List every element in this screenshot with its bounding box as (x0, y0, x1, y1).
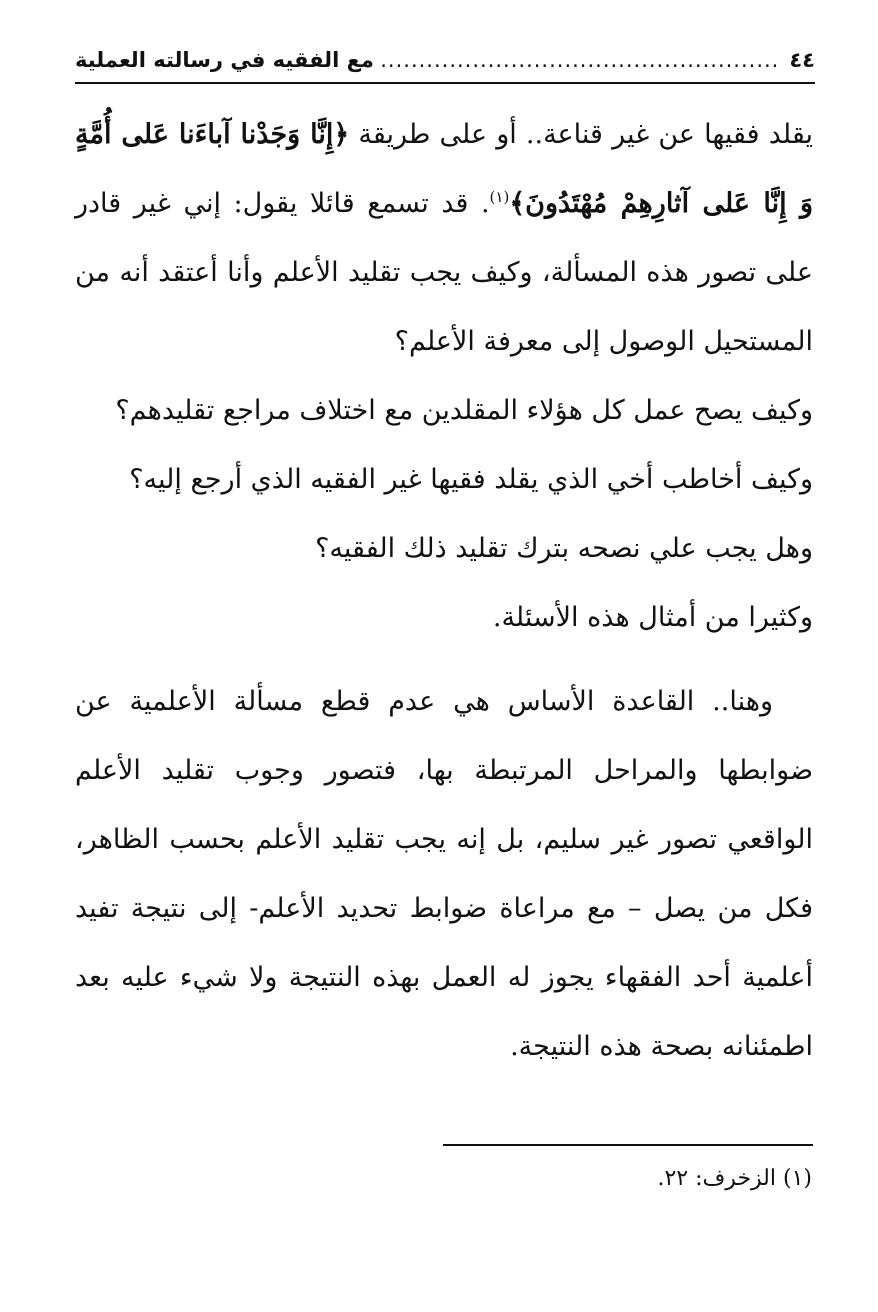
quran-verse: ﴿إِنَّا وَجَدْنا آباءَنا عَلى أُمَّةٍ وَ إِنَّا عَلى آثارِهِمْ مُهْتَدُونَ﴾ (75, 119, 813, 219)
paragraph-1-continuation: . قد تسمع قائلا يقول: إني غير قادر على تصور هذه المسألة، وكيف يجب تقليد الأعلم وأنا أعتقد أنه من المستحيل الوصول إلى معرفة الأعلم؟ (75, 188, 813, 357)
paragraph-1 (75, 100, 813, 376)
paragraph-1-intro: يقلد فقيها عن غير قناعة.. أو على طريقة (349, 119, 813, 150)
running-title: مع الفقيه في رسالته العملية (75, 48, 374, 72)
paragraph-6: وهنا.. القاعدة الأساس هي عدم قطع مسألة الأعلمية عن ضوابطها والمراحل المرتبطة بها، فتصور وجوب تقليد الأعلم الواقعي تصور غير سليم، بل إنه يجب تقليد الأعلم بحسب الظاهر، فكل من يصل – مع مراعاة ضوابط تحديد الأعلم- إلى نتيجة تفيد أعلمية أحد الفقهاء يجوز له العمل بهذه النتيجة ولا شيء عليه بعد اطمئنانه بصحة هذه النتيجة. (75, 686, 813, 1062)
footnote-reference: (١) (489, 188, 510, 206)
page-header (75, 38, 815, 84)
paragraph-2: وكيف يصح عمل كل هؤلاء المقلدين مع اختلاف مراجع تقليدهم؟ (115, 395, 813, 426)
footnote: (١) الزخرف: ٢٢. (657, 1166, 812, 1191)
paragraph-3: وكيف أخاطب أخي الذي يقلد فقيها غير الفقيه الذي أرجع إليه؟ (129, 464, 813, 495)
page-number: ٤٤ (789, 48, 815, 72)
paragraph-5: وكثيرا من أمثال هذه الأسئلة. (492, 602, 813, 633)
footnote-separator (443, 1144, 813, 1146)
paragraph-4: وهل يجب علي نصحه بترك تقليد ذلك الفقيه؟ (315, 533, 813, 564)
main-text (75, 100, 813, 1081)
header-leader-dots (382, 48, 779, 72)
